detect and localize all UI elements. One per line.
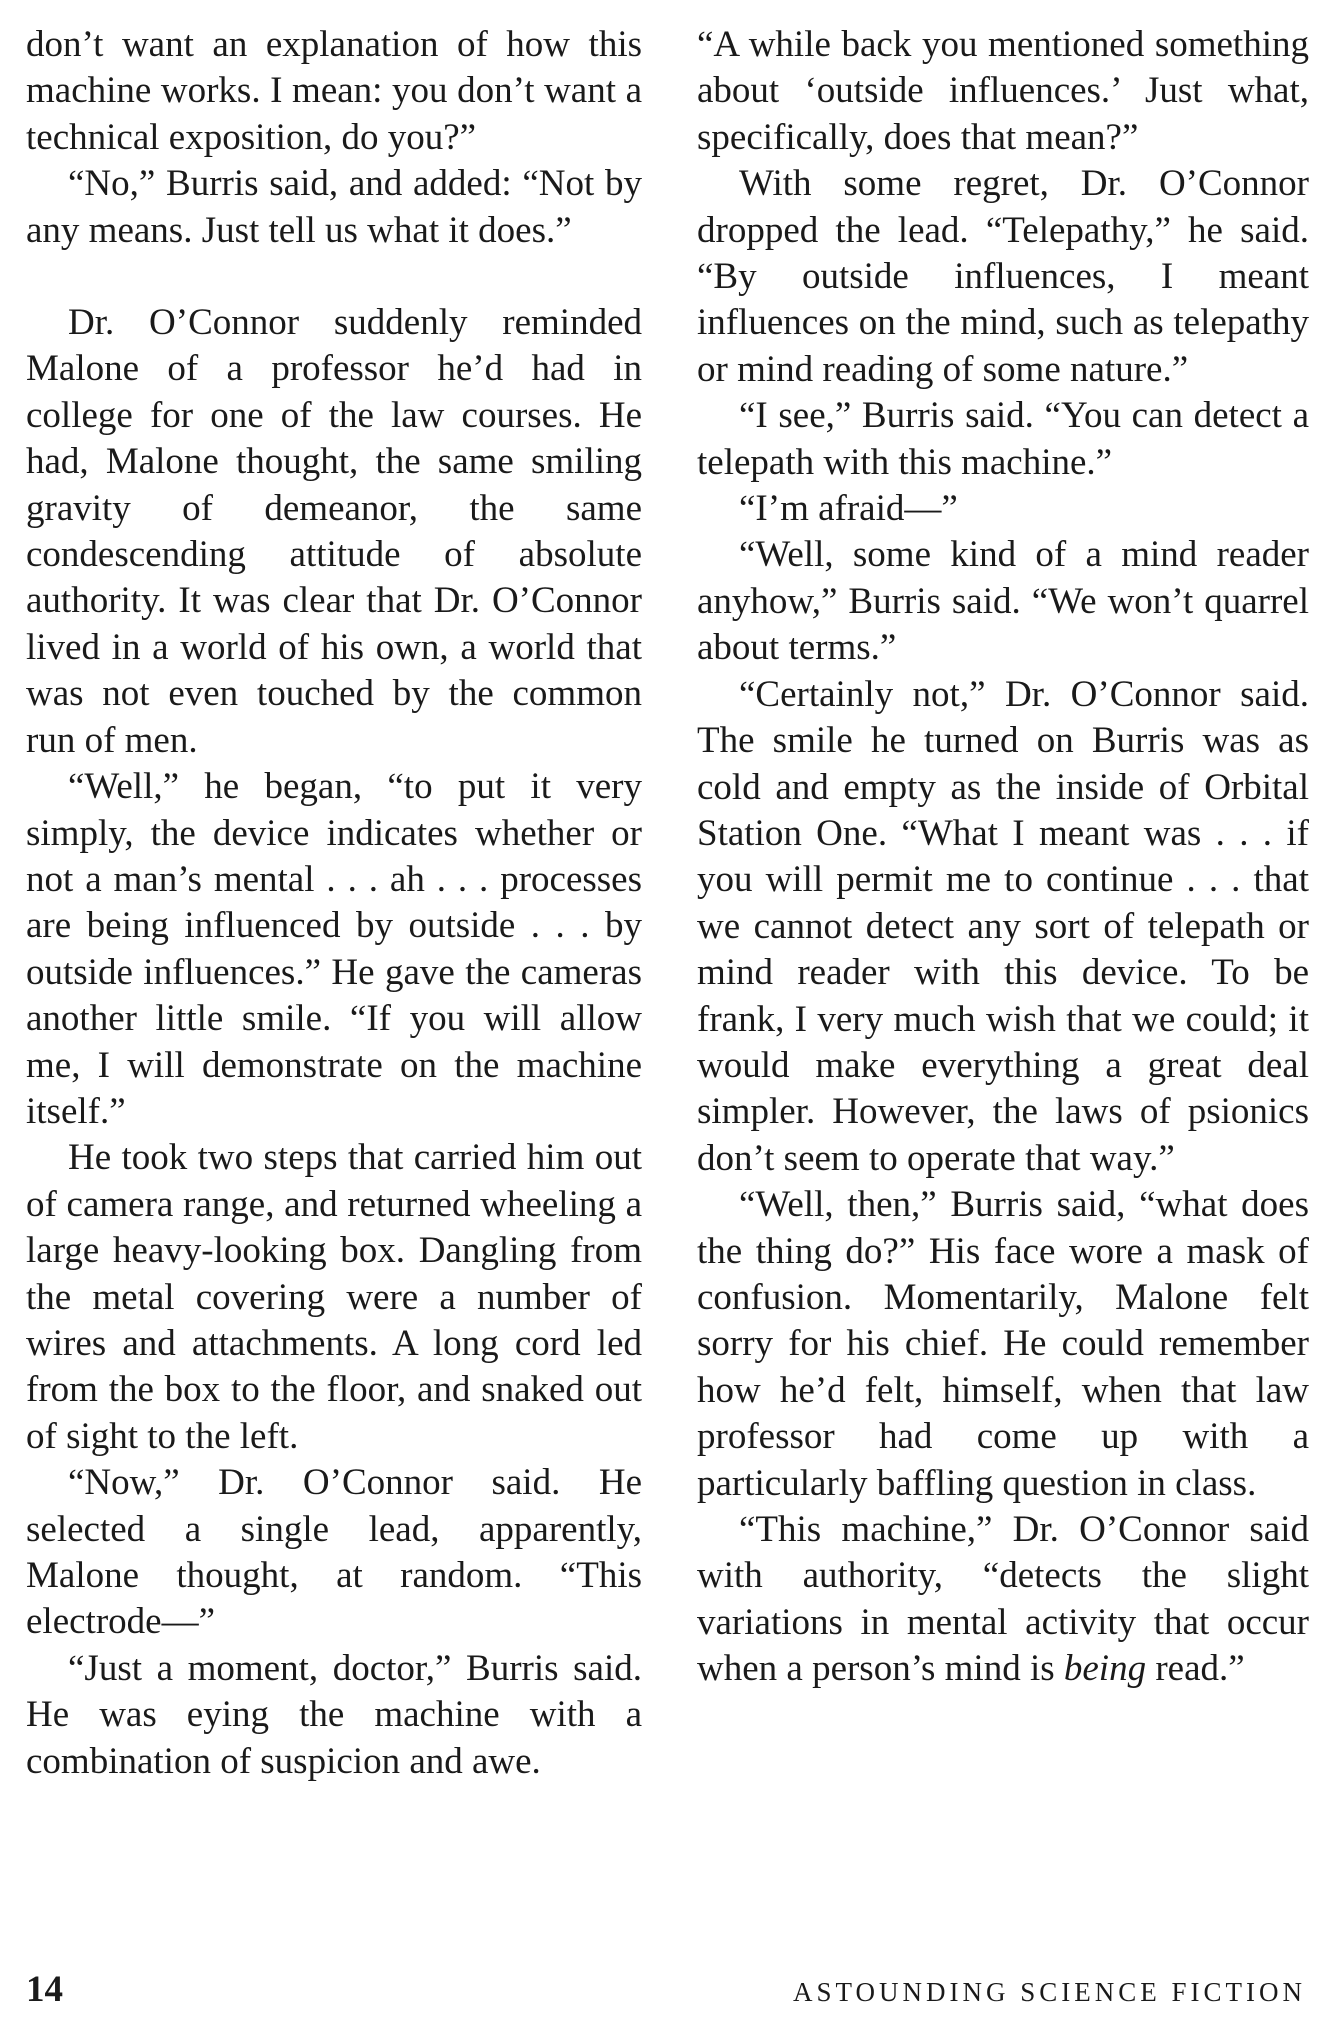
- paragraph: [697, 1507, 1309, 1693]
- right-text-column: [697, 22, 1309, 1693]
- paragraph: “I see,” Burris said. “You can detect a telepath with this machine.”: [697, 395, 1309, 483]
- paragraph: “Well, some kind of a mind reader anyhow,” Burris said. “We won’t quarrel about terms.”: [697, 534, 1309, 669]
- paragraph-text: read.”: [1146, 1648, 1245, 1690]
- running-footer-title: ASTOUNDING SCIENCE FICTION: [792, 1977, 1306, 2007]
- paragraph: Dr. O’Connor suddenly reminded Malone of a professor he’d had in college for one of the law courses. He had, Malone thought, the same smiling gravity of demeanor, the same condescending attitude of absolute authority. It was clear that Dr. O’Connor lived in a world of his own, a world that was not even touched by the common run of men.: [26, 302, 642, 761]
- paragraph: “Just a moment, doctor,” Burris said. He was eying the machine with a combination of suspicion and awe.: [26, 1647, 642, 1782]
- paragraph: “No,” Burris said, and added: “Not by any means. Just tell us what it does.”: [26, 163, 642, 251]
- paragraph: “Certainly not,” Dr. O’Connor said. The smile he turned on Burris was as cold and empty as the inside of Orbital Station One. “What I meant was . . . if you will permit me to continue . . . that we cannot detect any sort of telepath or mind reader with this device. To be frank, I very much wish that we could; it would make everything a great deal simpler. However, the laws of psionics don’t seem to operate that way.”: [697, 673, 1309, 1179]
- left-text-column: [26, 22, 642, 1785]
- emphasized-word: being: [1063, 1648, 1147, 1690]
- paragraph-text: “This machine,” Dr. O’Connor said with authority, “detects the slight variations in mental activity that occur when a person’s mind is: [697, 1509, 1309, 1690]
- paragraph: “Now,” Dr. O’Connor said. He selected a single lead, apparently, Malone thought, at random. “This electrode—”: [26, 1462, 642, 1643]
- paragraph: With some regret, Dr. O’Connor dropped the lead. “Telepathy,” he said. “By outside influences, I meant influences on the mind, such as telepathy or mind reading of some nature.”: [697, 163, 1309, 390]
- paragraph: “Well,” he began, “to put it very simply, the device indicates whether or not a man’s mental . . . ah . . . processes are being influenced by outside . . . by outside influences.” He gave the cameras another little smile. “If you will allow me, I will demonstrate on the machine itself.”: [26, 766, 642, 1132]
- paragraph: “I’m afraid—”: [739, 488, 958, 530]
- page-number: 14: [26, 1969, 63, 2010]
- paragraph: don’t want an explanation of how this machine works. I mean: you don’t want a technical exposition, do you?”: [26, 24, 642, 158]
- paragraph: “A while back you mentioned something about ‘outside influences.’ Just what, specifically, does that mean?”: [697, 24, 1309, 158]
- paragraph: “Well, then,” Burris said, “what does the thing do?” His face wore a mask of confusion. Momentarily, Malone felt sorry for his chief. He could remember how he’d felt, himself, when that law professor had come up with a particularly baffling question in class.: [697, 1184, 1309, 1504]
- paragraph: He took two steps that carried him out of camera range, and returned wheeling a large heavy-looking box. Dangling from the metal covering were a number of wires and attachments. A long cord led from the box to the floor, and snaked out of sight to the left.: [26, 1137, 642, 1457]
